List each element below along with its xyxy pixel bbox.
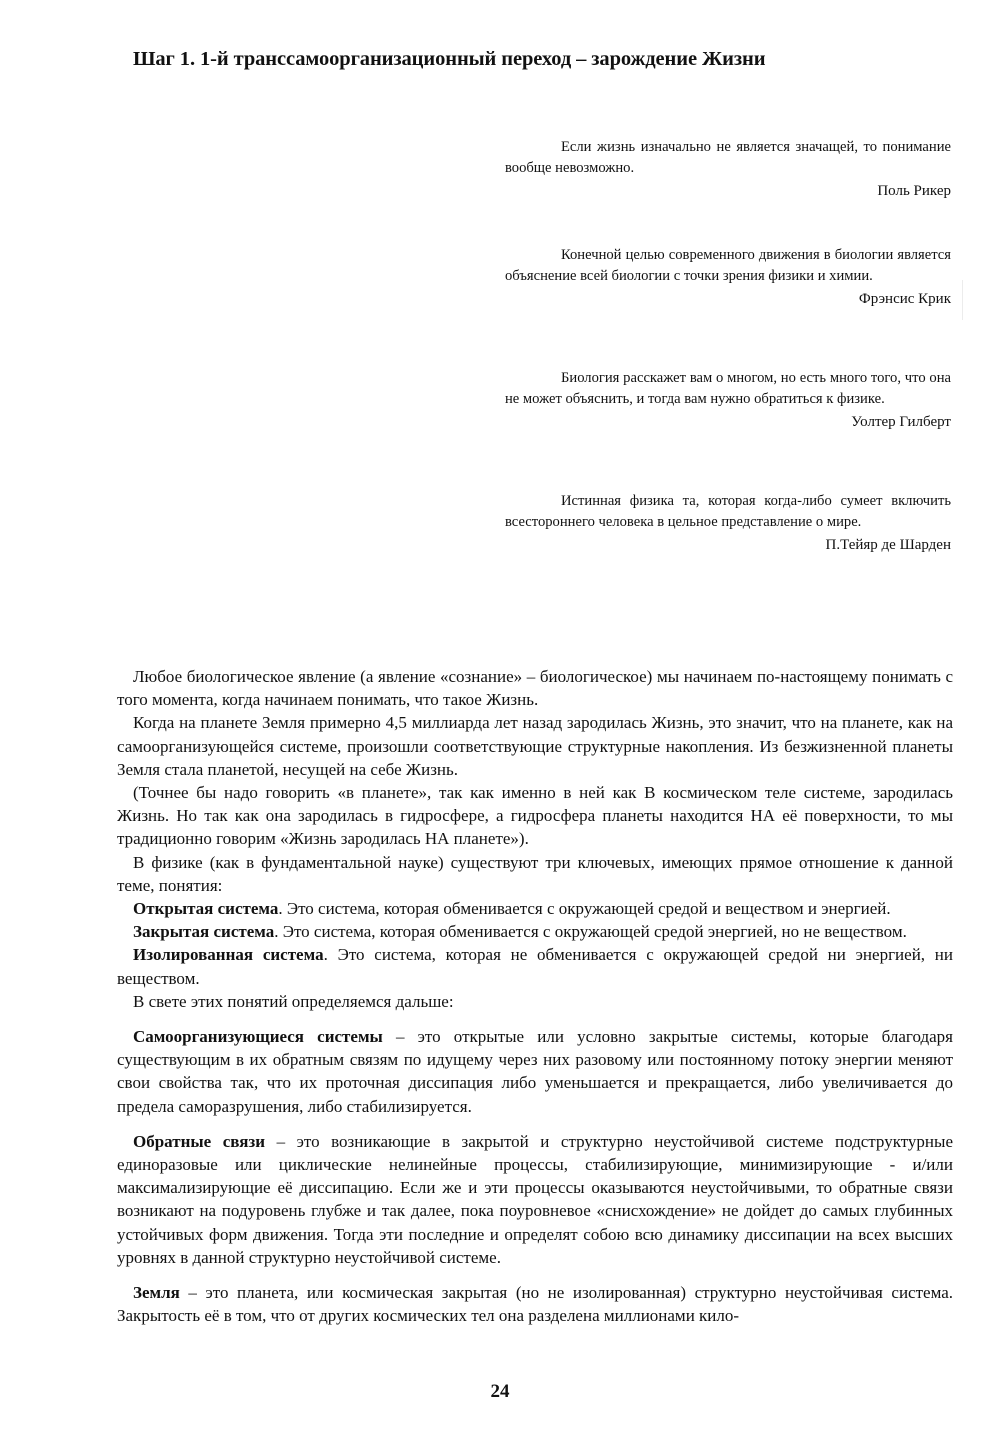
definition-text: – это открытые или условно закрытые системы, которые благодаря существующим в их обратным связям по идущему через них разовому или постоянному потоку энергии меняют свои свойства так, что их проточная диссипация либо уменьшается и прекращается, либо увеличивается до предела саморазрушения, либо стабилизируется.: [117, 1027, 953, 1116]
epigraph: [505, 368, 951, 433]
definition-closed-system: [117, 920, 953, 943]
paragraph: (Точнее бы надо говорить «в планете», так как именно в ней как В космическом теле системе, зародилась Жизнь. Но так как она зародилась в гидросфере, а гидросфера планеты находится НА её поверхности, то мы традиционно говорим «Жизнь зародилась НА планете»).: [117, 783, 953, 849]
epigraph-quote: Истинная физика та, которая когда-либо сумеет включить всестороннего человека в цельное представление о мире.: [505, 493, 951, 530]
epigraph: [505, 137, 951, 202]
definition-isolated-system: [117, 943, 953, 989]
term: Земля: [133, 1283, 180, 1303]
definition-earth: [117, 1281, 953, 1327]
term: Обратные связи: [133, 1131, 266, 1151]
term: Самоорганизующиеся системы: [133, 1027, 383, 1047]
epigraph-author: Фрэнсис Крик: [858, 291, 951, 307]
term: Открытая система: [133, 899, 279, 919]
term: Закрытая система: [133, 922, 275, 942]
definition-open-system: [117, 897, 953, 920]
paragraph: Любое биологическое явление (а явление «сознание» – биологическое) мы начинаем по-настоящему понимать с того момента, когда начинаем понимать, что такое Жизнь.: [117, 667, 953, 710]
definition-text: – это возникающие в закрытой и структурно неустойчивой системе подструктурные единоразовые или циклические нелинейные процессы, стабилизирующие, минимизирующие - и/или максимализирующие её диссипацию. Если же и эти процессы оказываются неустойчивыми, то обратные связи возникают на подуровень глубже и так далее, пока поуровневое «снисхождение» не дойдет до самых глубинных устойчивых форм движения. Тогда эти последние и определят собою всю динамику диссипации на всех высших уровнях в данной структурно неустойчивой системе.: [117, 1131, 953, 1267]
definition-text: – это планета, или космическая закрытая (но не изолированная) структурно неустойчивая система. Закрытость её в том, что от других космических тел она разделена миллионами кило-: [117, 1283, 953, 1326]
paragraph: В свете этих понятий определяемся дальше:: [133, 991, 454, 1011]
term: Изолированная система: [133, 945, 324, 965]
epigraph-quote: Если жизнь изначально не является значащей, то понимание вообще невозможно.: [505, 139, 951, 176]
epigraph: [505, 245, 951, 310]
epigraph-quote: Конечной целью современного движения в биологии является объяснение всей биологии с точки зрения физики и химии.: [505, 247, 951, 284]
definition-text: . Это система, которая обменивается с окружающей средой энергией, но не веществом.: [274, 922, 907, 942]
definition-text: . Это система, которая не обменивается с окружающей средой ни энергией, ни веществом.: [117, 945, 953, 988]
epigraph-author: Уолтер Гилберт: [851, 414, 951, 430]
paragraph: В физике (как в фундаментальной науке) существуют три ключевых, имеющих прямое отношение к данной теме, понятия:: [117, 852, 953, 895]
epigraph-author: П.Тейяр де Шарден: [825, 537, 951, 553]
body-text: [117, 665, 953, 1327]
page-number: 24: [490, 1381, 510, 1402]
scan-artifact: [962, 280, 963, 320]
epigraph-author: Поль Рикер: [877, 183, 951, 199]
epigraph-quote: Биология расскажет вам о многом, но есть много того, что она не может объяснить, и тогда вам нужно обратиться к физике.: [505, 370, 951, 407]
paragraph: Когда на планете Земля примерно 4,5 миллиарда лет назад зародилась Жизнь, это значит, что на планете, как на самоорганизующейся системе, произошли соответствующие структурные накопления. Из безжизненной планеты Земля стала планетой, несущей на себе Жизнь.: [117, 713, 953, 779]
section-title: Шаг 1. 1-й транссамоорганизационный переход – зарождение Жизни: [133, 48, 766, 70]
definition-text: . Это система, которая обменивается с окружающей средой и веществом и энергией.: [278, 899, 891, 919]
definition-self-organizing-systems: [117, 1025, 953, 1118]
epigraph: [505, 491, 951, 556]
definition-feedback: [117, 1130, 953, 1269]
